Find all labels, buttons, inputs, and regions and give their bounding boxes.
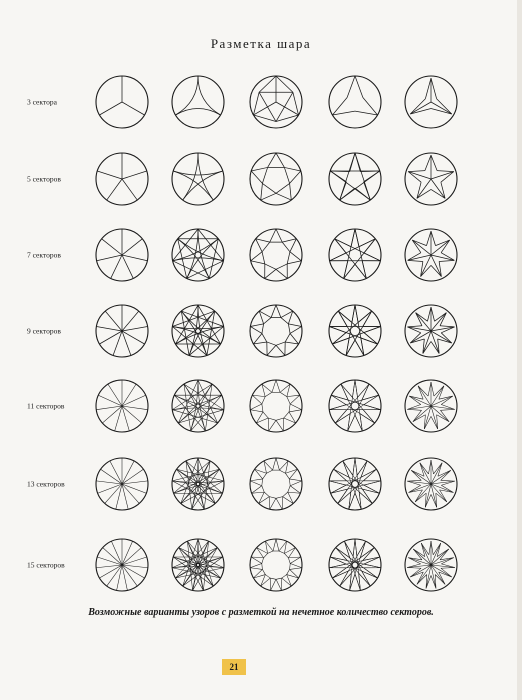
sphere-pattern-pointed-star xyxy=(405,539,457,591)
sphere-pattern-curved-star xyxy=(172,539,224,591)
sphere-pattern-double-star xyxy=(329,458,381,510)
sphere-pattern-double-star xyxy=(329,305,381,357)
sphere-pattern-polygon-star xyxy=(250,458,302,510)
sphere-outline xyxy=(329,305,381,357)
row-label: 9 секторов xyxy=(27,326,61,336)
sphere-pattern-double-star xyxy=(329,380,381,432)
sphere-pattern-curved-star xyxy=(172,458,224,510)
sphere-pattern-double-star xyxy=(329,539,381,591)
row-label: 5 секторов xyxy=(27,174,61,184)
sphere-pattern-polygon-star xyxy=(250,305,302,357)
sphere-outline xyxy=(329,539,381,591)
sphere-pattern-curved-star xyxy=(172,305,224,357)
sphere-pattern-pointed-star xyxy=(405,380,457,432)
row-label: 7 секторов xyxy=(27,250,61,260)
sphere-pattern-spokes xyxy=(96,229,148,281)
page-title: Разметка шара xyxy=(210,36,312,51)
sphere-pattern-polygon-star xyxy=(250,76,302,128)
sphere-pattern-spokes xyxy=(96,76,148,128)
row-label: 15 секторов xyxy=(27,560,65,570)
sphere-pattern-spokes xyxy=(96,380,148,432)
row-label: 11 секторов xyxy=(27,401,65,411)
sphere-pattern-pointed-star xyxy=(405,458,457,510)
row-label: 13 секторов xyxy=(27,479,65,489)
sphere-pattern-curved-star xyxy=(172,153,224,205)
sphere-pattern-spokes xyxy=(96,305,148,357)
sphere-pattern-spokes xyxy=(96,458,148,510)
sphere-pattern-polygon-star xyxy=(250,539,302,591)
sphere-outline xyxy=(172,76,224,128)
sphere-outline xyxy=(329,458,381,510)
sphere-pattern-double-star xyxy=(329,229,381,281)
sphere-pattern-spokes xyxy=(96,539,148,591)
sphere-pattern-curved-star xyxy=(172,76,224,128)
page-number: 21 xyxy=(222,659,246,675)
sphere-pattern-pointed-star xyxy=(405,76,457,128)
sphere-pattern-polygon-star xyxy=(250,229,302,281)
figure-caption: Возможные варианты узоров с разметкой на нечетное количество секторов. xyxy=(88,607,434,618)
sphere-outline xyxy=(329,229,381,281)
sphere-outline xyxy=(329,153,381,205)
sphere-pattern-spokes xyxy=(96,153,148,205)
sphere-outline xyxy=(329,76,381,128)
sphere-pattern-polygon-star xyxy=(250,153,302,205)
sphere-outline xyxy=(250,153,302,205)
sphere-pattern-double-star xyxy=(329,153,381,205)
sphere-pattern-curved-star xyxy=(172,380,224,432)
sphere-pattern-pointed-star xyxy=(405,229,457,281)
sphere-outline xyxy=(329,380,381,432)
sphere-pattern-double-star xyxy=(329,76,381,128)
sphere-pattern-pointed-star xyxy=(405,153,457,205)
sphere-pattern-pointed-star xyxy=(405,305,457,357)
sphere-pattern-polygon-star xyxy=(250,380,302,432)
row-label: 3 сектора xyxy=(27,97,57,107)
sphere-pattern-curved-star xyxy=(172,229,224,281)
